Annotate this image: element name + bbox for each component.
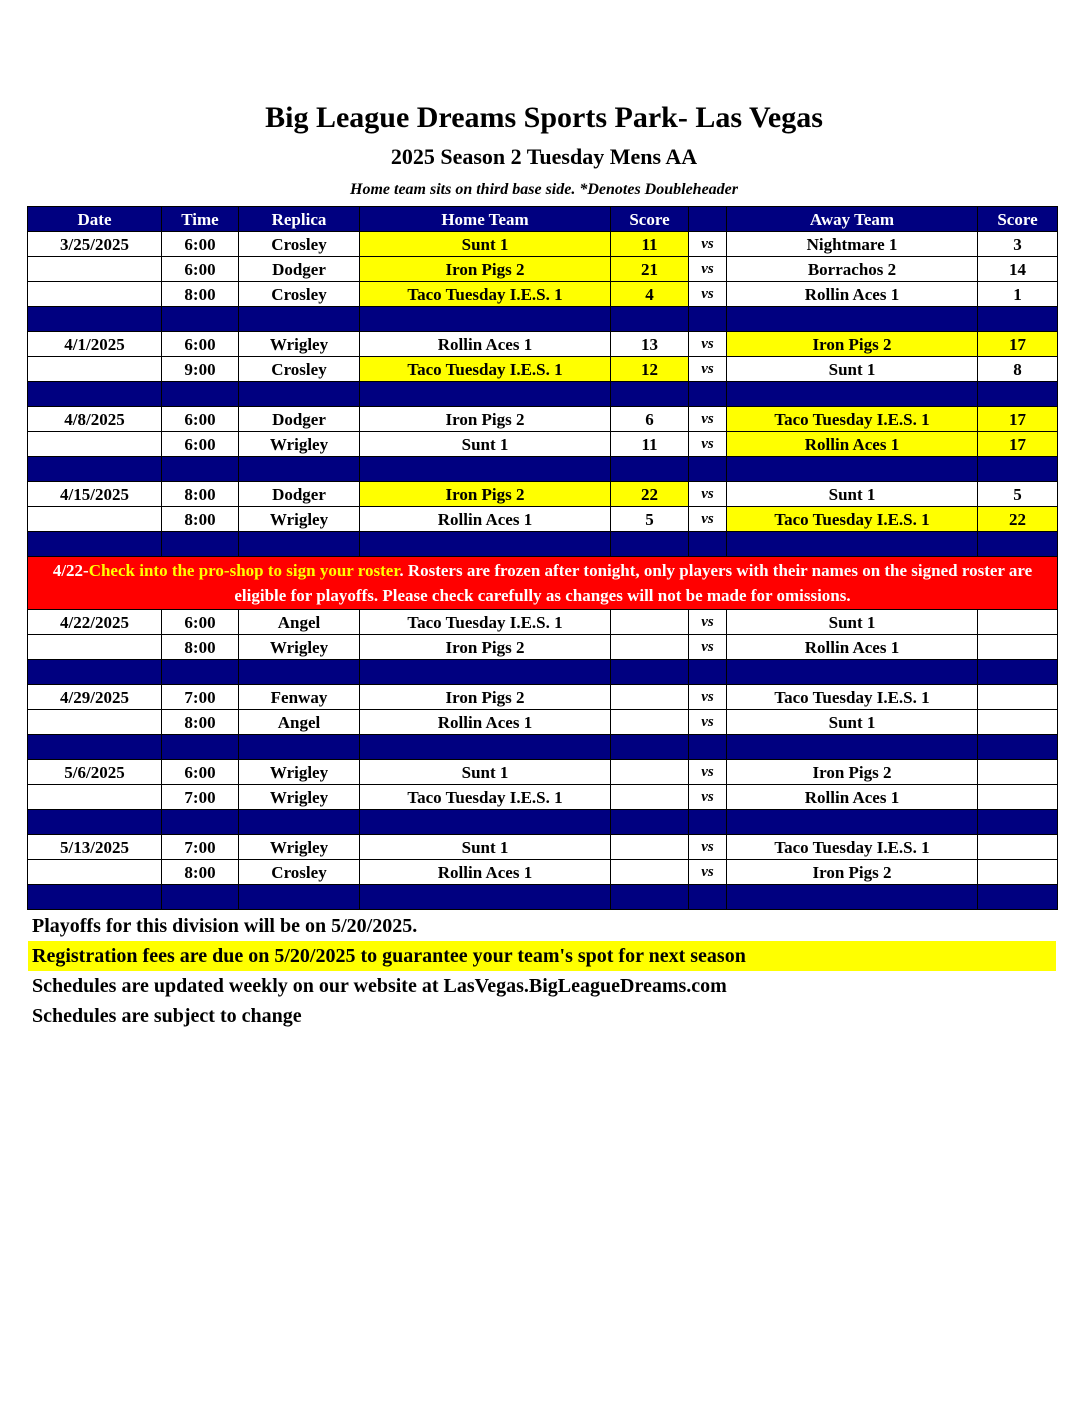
separator-cell bbox=[239, 457, 360, 482]
separator-cell bbox=[978, 885, 1058, 910]
away-score-cell bbox=[978, 860, 1058, 885]
away-score-cell: 14 bbox=[978, 257, 1058, 282]
separator-cell bbox=[727, 810, 978, 835]
away-team-cell: Sunt 1 bbox=[727, 710, 978, 735]
separator-cell bbox=[28, 382, 162, 407]
away-score-cell: 22 bbox=[978, 507, 1058, 532]
playoffs-note: Playoffs for this division will be on 5/20/2025. bbox=[32, 915, 418, 937]
time-cell: 8:00 bbox=[162, 282, 239, 307]
home-score-cell: 13 bbox=[611, 332, 689, 357]
separator-row bbox=[28, 735, 1058, 760]
separator-cell bbox=[360, 532, 611, 557]
home-team-cell: Rollin Aces 1 bbox=[360, 332, 611, 357]
table-row bbox=[28, 785, 1058, 810]
table-row bbox=[28, 685, 1058, 710]
time-cell: 7:00 bbox=[162, 785, 239, 810]
home-score-cell: 11 bbox=[611, 232, 689, 257]
table-row bbox=[28, 232, 1058, 257]
separator-cell bbox=[689, 660, 727, 685]
column-header-home-team: Home Team bbox=[360, 207, 611, 232]
separator-cell bbox=[360, 382, 611, 407]
home-score-cell: 11 bbox=[611, 432, 689, 457]
table-row bbox=[28, 282, 1058, 307]
separator-cell bbox=[727, 735, 978, 760]
replica-cell: Crosley bbox=[239, 860, 360, 885]
separator-cell bbox=[162, 885, 239, 910]
table-row bbox=[28, 482, 1058, 507]
table-row bbox=[28, 610, 1058, 635]
date-cell: 4/22/2025 bbox=[28, 610, 162, 635]
separator-row bbox=[28, 660, 1058, 685]
page-subtitle: 2025 Season 2 Tuesday Mens AA bbox=[390, 144, 698, 169]
vs-cell: vs bbox=[689, 257, 727, 282]
separator-cell bbox=[727, 457, 978, 482]
home-score-cell bbox=[611, 635, 689, 660]
table-row bbox=[28, 835, 1058, 860]
home-team-cell: Iron Pigs 2 bbox=[360, 635, 611, 660]
home-score-cell bbox=[611, 835, 689, 860]
away-score-cell bbox=[978, 835, 1058, 860]
home-team-cell: Taco Tuesday I.E.S. 1 bbox=[360, 282, 611, 307]
away-score-cell bbox=[978, 685, 1058, 710]
time-cell: 6:00 bbox=[162, 332, 239, 357]
replica-cell: Dodger bbox=[239, 257, 360, 282]
separator-cell bbox=[689, 382, 727, 407]
vs-cell: vs bbox=[689, 610, 727, 635]
column-header-away-team: Away Team bbox=[727, 207, 978, 232]
notice-highlight: Check into the pro-shop to sign your roster bbox=[88, 561, 400, 580]
separator-cell bbox=[978, 307, 1058, 332]
away-team-cell: Borrachos 2 bbox=[727, 257, 978, 282]
replica-cell: Dodger bbox=[239, 407, 360, 432]
replica-cell: Dodger bbox=[239, 482, 360, 507]
date-cell bbox=[28, 710, 162, 735]
away-team-cell: Sunt 1 bbox=[727, 357, 978, 382]
home-score-cell bbox=[611, 760, 689, 785]
away-score-cell bbox=[978, 760, 1058, 785]
away-team-cell: Rollin Aces 1 bbox=[727, 635, 978, 660]
separator-cell bbox=[689, 810, 727, 835]
separator-cell bbox=[727, 885, 978, 910]
separator-cell bbox=[360, 735, 611, 760]
separator-cell bbox=[28, 660, 162, 685]
time-cell: 8:00 bbox=[162, 507, 239, 532]
table-row bbox=[28, 257, 1058, 282]
table-row bbox=[28, 407, 1058, 432]
separator-cell bbox=[162, 307, 239, 332]
separator-cell bbox=[978, 735, 1058, 760]
vs-cell: vs bbox=[689, 685, 727, 710]
away-team-cell: Taco Tuesday I.E.S. 1 bbox=[727, 835, 978, 860]
time-cell: 6:00 bbox=[162, 610, 239, 635]
separator-cell bbox=[611, 810, 689, 835]
date-cell bbox=[28, 860, 162, 885]
time-cell: 6:00 bbox=[162, 232, 239, 257]
away-team-cell: Iron Pigs 2 bbox=[727, 760, 978, 785]
away-team-cell: Iron Pigs 2 bbox=[727, 332, 978, 357]
website-note: Schedules are updated weekly on our website at LasVegas.BigLeagueDreams.com bbox=[32, 975, 727, 997]
separator-row bbox=[28, 307, 1058, 332]
vs-cell: vs bbox=[689, 860, 727, 885]
separator-cell bbox=[28, 532, 162, 557]
separator-cell bbox=[239, 810, 360, 835]
away-score-cell: 17 bbox=[978, 432, 1058, 457]
table-row bbox=[28, 710, 1058, 735]
replica-cell: Wrigley bbox=[239, 835, 360, 860]
table-row bbox=[28, 507, 1058, 532]
replica-cell: Wrigley bbox=[239, 432, 360, 457]
separator-cell bbox=[689, 307, 727, 332]
vs-cell: vs bbox=[689, 282, 727, 307]
roster-notice-row bbox=[28, 557, 1058, 610]
home-team-cell: Sunt 1 bbox=[360, 760, 611, 785]
separator-row bbox=[28, 382, 1058, 407]
replica-cell: Wrigley bbox=[239, 332, 360, 357]
table-header-row bbox=[28, 207, 1058, 232]
separator-cell bbox=[239, 307, 360, 332]
time-cell: 8:00 bbox=[162, 710, 239, 735]
date-cell bbox=[28, 635, 162, 660]
time-cell: 8:00 bbox=[162, 635, 239, 660]
home-score-cell bbox=[611, 710, 689, 735]
vs-cell: vs bbox=[689, 760, 727, 785]
away-team-cell: Sunt 1 bbox=[727, 482, 978, 507]
away-team-cell: Taco Tuesday I.E.S. 1 bbox=[727, 507, 978, 532]
home-team-cell: Iron Pigs 2 bbox=[360, 482, 611, 507]
replica-cell: Angel bbox=[239, 610, 360, 635]
separator-cell bbox=[360, 307, 611, 332]
home-team-cell: Iron Pigs 2 bbox=[360, 407, 611, 432]
vs-cell: vs bbox=[689, 785, 727, 810]
time-cell: 7:00 bbox=[162, 685, 239, 710]
home-team-cell: Taco Tuesday I.E.S. 1 bbox=[360, 357, 611, 382]
separator-cell bbox=[162, 532, 239, 557]
time-cell: 6:00 bbox=[162, 257, 239, 282]
separator-cell bbox=[978, 810, 1058, 835]
separator-cell bbox=[28, 885, 162, 910]
replica-cell: Fenway bbox=[239, 685, 360, 710]
subject-to-change-note: Schedules are subject to change bbox=[32, 1005, 302, 1027]
vs-cell: vs bbox=[689, 835, 727, 860]
table-row bbox=[28, 860, 1058, 885]
vs-cell: vs bbox=[689, 482, 727, 507]
date-cell bbox=[28, 785, 162, 810]
away-team-cell: Nightmare 1 bbox=[727, 232, 978, 257]
separator-cell bbox=[978, 382, 1058, 407]
separator-cell bbox=[28, 457, 162, 482]
roster-notice bbox=[28, 557, 1058, 610]
replica-cell: Wrigley bbox=[239, 785, 360, 810]
replica-cell: Angel bbox=[239, 710, 360, 735]
separator-cell bbox=[611, 307, 689, 332]
replica-cell: Wrigley bbox=[239, 635, 360, 660]
time-cell: 7:00 bbox=[162, 835, 239, 860]
separator-cell bbox=[239, 885, 360, 910]
seating-note: Home team sits on third base side. *Denotes Doubleheader bbox=[350, 181, 738, 198]
separator-row bbox=[28, 885, 1058, 910]
date-cell: 5/6/2025 bbox=[28, 760, 162, 785]
date-cell: 5/13/2025 bbox=[28, 835, 162, 860]
away-score-cell bbox=[978, 635, 1058, 660]
column-header-time: Time bbox=[162, 207, 239, 232]
table-row bbox=[28, 760, 1058, 785]
time-cell: 9:00 bbox=[162, 357, 239, 382]
table-row bbox=[28, 635, 1058, 660]
separator-cell bbox=[28, 307, 162, 332]
date-cell bbox=[28, 282, 162, 307]
replica-cell: Crosley bbox=[239, 232, 360, 257]
separator-cell bbox=[978, 532, 1058, 557]
vs-cell: vs bbox=[689, 710, 727, 735]
home-team-cell: Taco Tuesday I.E.S. 1 bbox=[360, 785, 611, 810]
date-cell bbox=[28, 432, 162, 457]
replica-cell: Crosley bbox=[239, 282, 360, 307]
vs-cell: vs bbox=[689, 332, 727, 357]
separator-cell bbox=[239, 382, 360, 407]
separator-row bbox=[28, 810, 1058, 835]
separator-cell bbox=[978, 660, 1058, 685]
time-cell: 6:00 bbox=[162, 760, 239, 785]
separator-cell bbox=[162, 810, 239, 835]
away-team-cell: Rollin Aces 1 bbox=[727, 432, 978, 457]
away-team-cell: Taco Tuesday I.E.S. 1 bbox=[727, 407, 978, 432]
separator-cell bbox=[611, 532, 689, 557]
separator-cell bbox=[611, 382, 689, 407]
separator-cell bbox=[162, 457, 239, 482]
schedule-body-after bbox=[28, 610, 1058, 910]
home-team-cell: Iron Pigs 2 bbox=[360, 257, 611, 282]
table-row bbox=[28, 432, 1058, 457]
away-score-cell: 5 bbox=[978, 482, 1058, 507]
home-team-cell: Sunt 1 bbox=[360, 835, 611, 860]
time-cell: 6:00 bbox=[162, 432, 239, 457]
date-cell: 4/1/2025 bbox=[28, 332, 162, 357]
separator-row bbox=[28, 532, 1058, 557]
separator-cell bbox=[727, 382, 978, 407]
away-score-cell bbox=[978, 710, 1058, 735]
page-title: Big League Dreams Sports Park- Las Vegas bbox=[265, 101, 823, 134]
schedule-table bbox=[27, 206, 1058, 910]
away-score-cell: 17 bbox=[978, 332, 1058, 357]
away-score-cell: 3 bbox=[978, 232, 1058, 257]
replica-cell: Crosley bbox=[239, 357, 360, 382]
home-score-cell: 5 bbox=[611, 507, 689, 532]
separator-cell bbox=[689, 532, 727, 557]
away-score-cell: 17 bbox=[978, 407, 1058, 432]
separator-cell bbox=[360, 457, 611, 482]
home-team-cell: Sunt 1 bbox=[360, 232, 611, 257]
home-team-cell: Rollin Aces 1 bbox=[360, 507, 611, 532]
separator-cell bbox=[611, 885, 689, 910]
home-score-cell bbox=[611, 860, 689, 885]
notice-rest: . Rosters are frozen after tonight, only players with their names on the signed roster are eligible for playoffs. Please check carefully as changes will not be made for omissions. bbox=[234, 561, 1033, 605]
vs-cell: vs bbox=[689, 432, 727, 457]
time-cell: 6:00 bbox=[162, 407, 239, 432]
separator-cell bbox=[727, 532, 978, 557]
separator-cell bbox=[689, 457, 727, 482]
home-score-cell: 12 bbox=[611, 357, 689, 382]
separator-row bbox=[28, 457, 1058, 482]
table-row bbox=[28, 357, 1058, 382]
separator-cell bbox=[162, 382, 239, 407]
date-cell bbox=[28, 507, 162, 532]
separator-cell bbox=[162, 735, 239, 760]
column-header-replica: Replica bbox=[239, 207, 360, 232]
column-header-vs bbox=[689, 207, 727, 232]
vs-cell: vs bbox=[689, 407, 727, 432]
away-team-cell: Iron Pigs 2 bbox=[727, 860, 978, 885]
home-team-cell: Rollin Aces 1 bbox=[360, 860, 611, 885]
table-row bbox=[28, 332, 1058, 357]
date-cell: 4/8/2025 bbox=[28, 407, 162, 432]
separator-cell bbox=[360, 885, 611, 910]
separator-cell bbox=[727, 660, 978, 685]
away-team-cell: Sunt 1 bbox=[727, 610, 978, 635]
home-score-cell: 21 bbox=[611, 257, 689, 282]
away-team-cell: Rollin Aces 1 bbox=[727, 785, 978, 810]
home-team-cell: Taco Tuesday I.E.S. 1 bbox=[360, 610, 611, 635]
home-team-cell: Rollin Aces 1 bbox=[360, 710, 611, 735]
column-header-date: Date bbox=[28, 207, 162, 232]
vs-cell: vs bbox=[689, 232, 727, 257]
separator-cell bbox=[978, 457, 1058, 482]
away-score-cell bbox=[978, 785, 1058, 810]
home-team-cell: Sunt 1 bbox=[360, 432, 611, 457]
separator-cell bbox=[611, 660, 689, 685]
separator-cell bbox=[611, 735, 689, 760]
separator-cell bbox=[28, 810, 162, 835]
separator-cell bbox=[360, 810, 611, 835]
separator-cell bbox=[727, 307, 978, 332]
column-header-away-score: Score bbox=[978, 207, 1058, 232]
date-cell bbox=[28, 257, 162, 282]
separator-cell bbox=[239, 532, 360, 557]
home-score-cell: 4 bbox=[611, 282, 689, 307]
home-score-cell bbox=[611, 685, 689, 710]
separator-cell bbox=[28, 735, 162, 760]
home-score-cell: 6 bbox=[611, 407, 689, 432]
separator-cell bbox=[162, 660, 239, 685]
home-score-cell bbox=[611, 610, 689, 635]
away-score-cell: 1 bbox=[978, 282, 1058, 307]
separator-cell bbox=[239, 660, 360, 685]
home-team-cell: Iron Pigs 2 bbox=[360, 685, 611, 710]
date-cell: 4/15/2025 bbox=[28, 482, 162, 507]
date-cell: 4/29/2025 bbox=[28, 685, 162, 710]
notice-date: 4/22- bbox=[52, 561, 89, 580]
schedule-body-before bbox=[28, 232, 1058, 557]
vs-cell: vs bbox=[689, 635, 727, 660]
replica-cell: Wrigley bbox=[239, 507, 360, 532]
separator-cell bbox=[689, 735, 727, 760]
away-score-cell bbox=[978, 610, 1058, 635]
registration-note: Registration fees are due on 5/20/2025 to guarantee your team's spot for next season bbox=[28, 941, 1056, 971]
separator-cell bbox=[611, 457, 689, 482]
away-score-cell: 8 bbox=[978, 357, 1058, 382]
separator-cell bbox=[239, 735, 360, 760]
time-cell: 8:00 bbox=[162, 482, 239, 507]
vs-cell: vs bbox=[689, 507, 727, 532]
home-score-cell: 22 bbox=[611, 482, 689, 507]
away-team-cell: Rollin Aces 1 bbox=[727, 282, 978, 307]
separator-cell bbox=[689, 885, 727, 910]
separator-cell bbox=[360, 660, 611, 685]
away-team-cell: Taco Tuesday I.E.S. 1 bbox=[727, 685, 978, 710]
replica-cell: Wrigley bbox=[239, 760, 360, 785]
column-header-home-score: Score bbox=[611, 207, 689, 232]
time-cell: 8:00 bbox=[162, 860, 239, 885]
vs-cell: vs bbox=[689, 357, 727, 382]
date-cell: 3/25/2025 bbox=[28, 232, 162, 257]
date-cell bbox=[28, 357, 162, 382]
notice-body bbox=[28, 557, 1058, 610]
home-score-cell bbox=[611, 785, 689, 810]
